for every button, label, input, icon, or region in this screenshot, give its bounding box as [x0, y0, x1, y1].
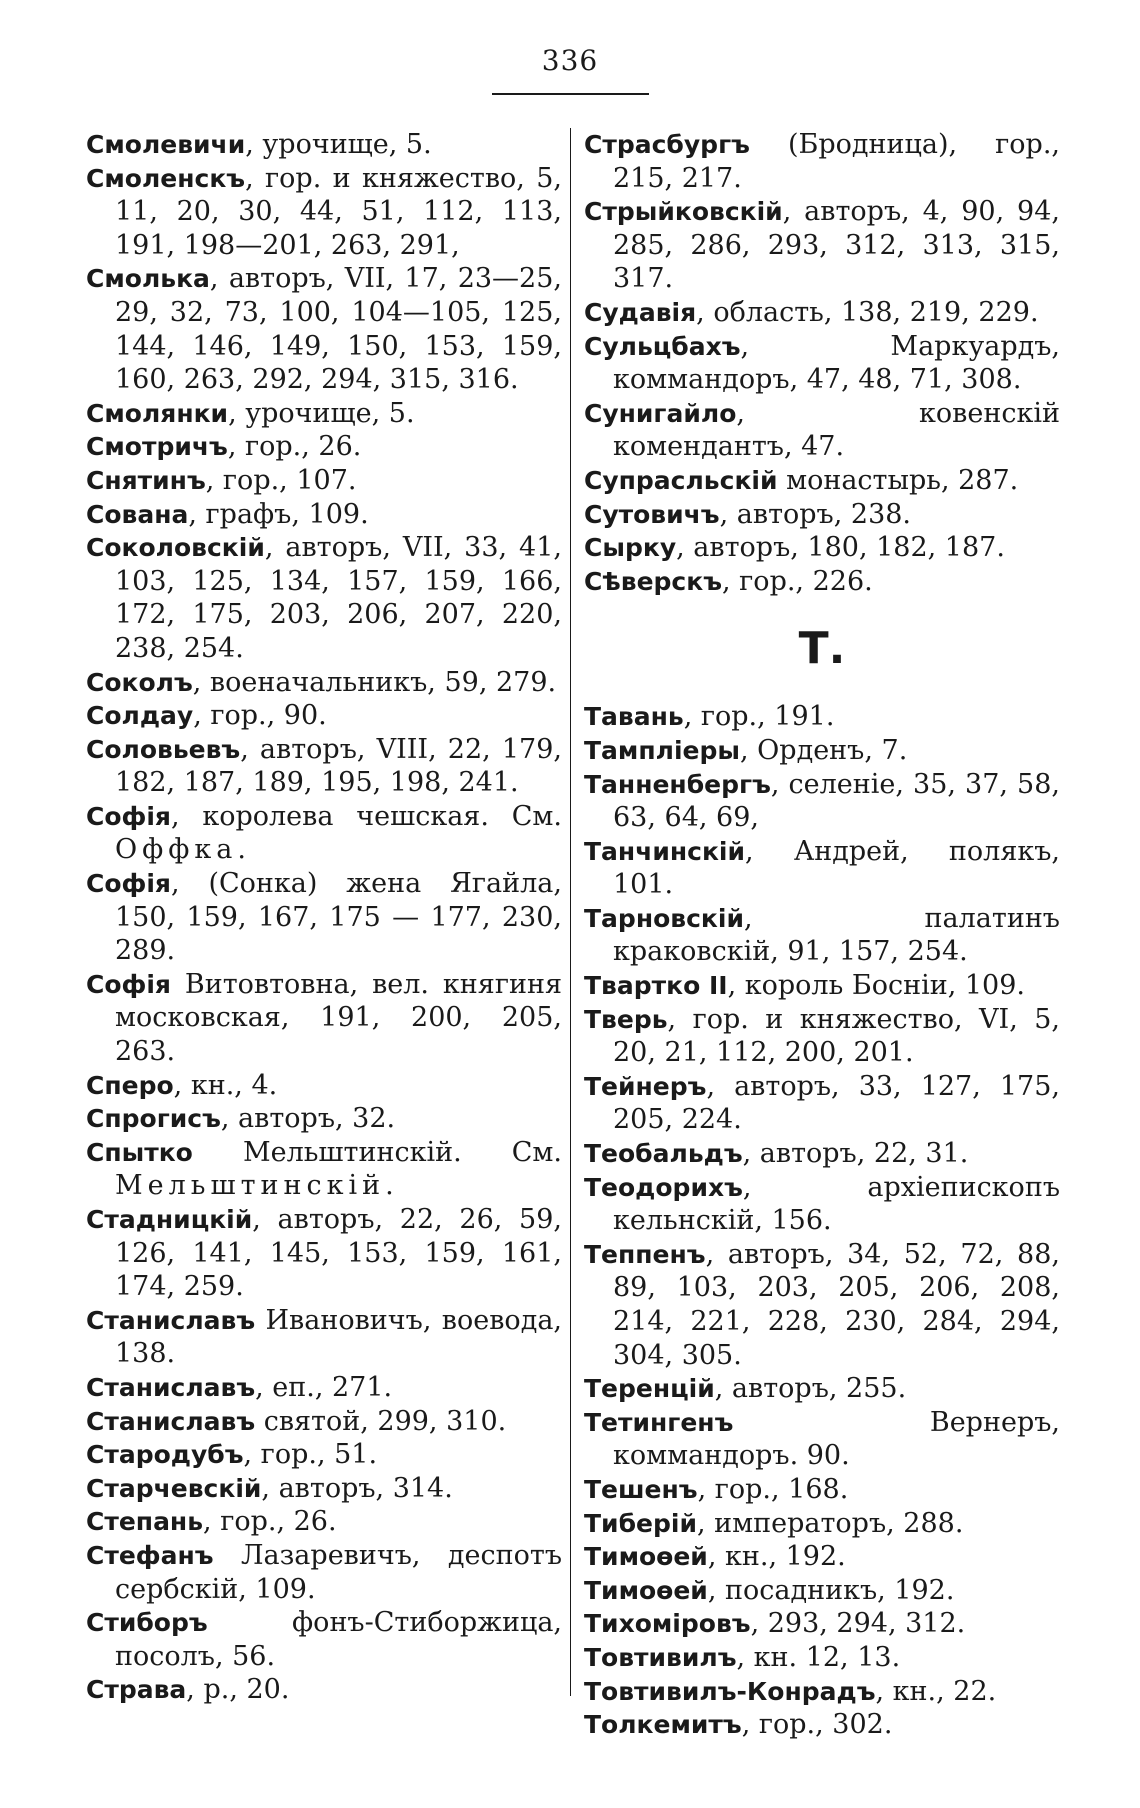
index-entry	[86, 1371, 562, 1405]
index-entry	[584, 902, 1060, 969]
entry-text: , урочище, 5.	[245, 129, 432, 160]
index-entry	[584, 531, 1060, 565]
index-entry	[584, 498, 1060, 532]
section-t	[584, 700, 1060, 1741]
entry-headword: Станиславъ	[86, 1305, 256, 1335]
index-entry	[584, 1473, 1060, 1507]
entry-headword: Станиславъ	[86, 1372, 256, 1402]
right-column	[584, 128, 1060, 1742]
index-entry	[584, 565, 1060, 599]
entry-headword: Сперо	[86, 1070, 174, 1100]
entry-text: , кн. 12, 13.	[736, 1641, 901, 1673]
entry-text: Витовтовна, вел. княгиня московская, 191, 200, 205, 263.	[115, 968, 562, 1068]
entry-text: , гор., 226.	[722, 565, 873, 597]
index-entry	[86, 430, 562, 464]
entry-text: , палатинъ краковскій, 91, 157, 254.	[613, 902, 1060, 968]
page-number: 336	[541, 44, 599, 77]
entry-headword: Степань	[86, 1507, 204, 1537]
index-entry	[86, 1304, 562, 1371]
entry-headword: Стародубъ	[86, 1440, 244, 1470]
entry-headword: Теппенъ	[584, 1239, 706, 1269]
entry-text: , гор., 168.	[697, 1473, 849, 1505]
entry-text: , авторъ, 180, 182, 187.	[676, 532, 1005, 564]
index-entry	[86, 1203, 562, 1304]
header-rule	[492, 93, 649, 95]
index-entry	[584, 1070, 1060, 1137]
entry-text: , авторъ, 34, 52, 72, 88, 89, 103, 203, 205, 206, 208, 214, 221, 228, 230, 284, 294, 304, 305.	[613, 1238, 1060, 1371]
index-entry	[584, 1507, 1060, 1541]
entry-text: , авторъ, 22, 31.	[742, 1138, 969, 1170]
entry-headword: Танчинскій	[584, 836, 746, 866]
entry-headword: Теренцій	[584, 1374, 715, 1404]
index-entry	[86, 800, 562, 867]
entry-text: , кн., 22.	[875, 1675, 997, 1707]
index-entry	[584, 969, 1060, 1003]
entry-text: , гор. и княжество, VI, 5, 20, 21, 112, 200, 201.	[613, 1003, 1060, 1069]
entry-text: , гор. и княжество, 5, 11, 20, 30, 44, 51, 112, 113, 191, 198—201, 263, 291,	[115, 162, 562, 261]
left-column	[86, 128, 562, 1707]
entry-text: , авторъ, VII, 33, 41, 103, 125, 134, 157, 159, 166, 172, 175, 203, 206, 207, 220, 238, 254.	[115, 532, 562, 664]
index-entry	[86, 1102, 562, 1136]
entry-headword: Тихоміровъ	[584, 1609, 751, 1639]
index-entry	[584, 1171, 1060, 1238]
index-entry	[584, 1574, 1060, 1608]
index-entry	[86, 162, 562, 263]
entry-headword: Стефанъ	[86, 1540, 214, 1570]
index-entry	[86, 498, 562, 532]
entry-headword: Теобальдъ	[584, 1139, 743, 1169]
entry-text: Вернеръ, коммандоръ. 90.	[613, 1406, 1060, 1472]
entry-text: Ивановичъ, воевода, 138.	[115, 1304, 562, 1370]
entry-headword: Солдау	[86, 701, 194, 731]
entry-text: , гор., 191.	[683, 701, 835, 733]
entry-headword: Смолька	[86, 264, 210, 294]
column-divider	[570, 128, 571, 1696]
entry-text: , гор., 51.	[243, 1439, 378, 1471]
entry-text: , гор., 90.	[193, 700, 327, 732]
entry-headword: Тешенъ	[584, 1474, 698, 1504]
index-entry	[584, 397, 1060, 464]
index-entry	[584, 1607, 1060, 1641]
entry-headword: Соловьевъ	[86, 734, 241, 764]
index-entry	[86, 1069, 562, 1103]
entry-cross-reference: Оффка.	[115, 834, 251, 866]
index-entry	[86, 1405, 562, 1439]
entry-headword: Спрогисъ	[86, 1104, 221, 1134]
entry-headword: Смоленскъ	[86, 163, 246, 193]
entry-text: , селеніе, 35, 37, 58, 63, 64, 69,	[613, 768, 1060, 834]
index-entry	[86, 531, 562, 665]
entry-text: , гор., 26.	[227, 431, 362, 463]
entry-text: монастырь, 287.	[777, 464, 1019, 496]
entry-text: , Андрей, полякъ, 101.	[613, 835, 1060, 901]
entry-text: , авторъ, 238.	[719, 498, 912, 530]
entry-text: Мельштинскій. См.	[192, 1136, 562, 1168]
section-letter-t: Т.	[798, 623, 846, 675]
entry-headword: Товтивилъ-Конрадъ	[584, 1676, 876, 1706]
entry-headword: Тавань	[584, 702, 684, 732]
entry-text: , военачальникъ, 59, 279.	[192, 666, 557, 698]
index-entry	[584, 296, 1060, 330]
index-entry	[86, 1438, 562, 1472]
entry-headword: Тетингенъ	[584, 1407, 734, 1437]
entry-text: святой, 299, 310.	[255, 1405, 507, 1437]
entry-text: , область, 138, 219, 229.	[696, 296, 1039, 328]
entry-text: , архіепископъ кельнскій, 156.	[613, 1171, 1060, 1237]
entry-text: , авторъ, 255.	[714, 1373, 907, 1405]
entry-text: , Орденъ, 7.	[739, 734, 908, 766]
index-entry	[584, 1137, 1060, 1171]
entry-headword: Сунигайло	[584, 398, 737, 428]
index-entry	[86, 1505, 562, 1539]
index-entry	[86, 666, 562, 700]
index-entry	[584, 330, 1060, 397]
index-entry	[86, 867, 562, 968]
entry-headword: Тампліеры	[584, 735, 740, 765]
index-entry	[584, 734, 1060, 768]
entry-headword: Танненбергъ	[584, 769, 771, 799]
entry-headword: Страсбургъ	[584, 130, 750, 159]
index-entry	[86, 262, 562, 396]
entry-headword: Смолевичи	[86, 130, 246, 159]
entry-text: , авторъ, 22, 26, 59, 126, 141, 145, 153, 159, 161, 174, 259.	[115, 1204, 562, 1303]
index-entry	[86, 1472, 562, 1506]
entry-text: , авторъ, VII, 17, 23—25, 29, 32, 73, 100, 104—105, 125, 144, 146, 149, 150, 153, 159, 160, 263, 292, 294, 315, 316.	[115, 263, 562, 396]
entry-headword: Софія	[86, 969, 171, 999]
index-entry	[584, 768, 1060, 835]
index-entry	[584, 1641, 1060, 1675]
entry-headword: Тимоѳей	[584, 1542, 708, 1572]
index-entry	[86, 1539, 562, 1606]
entry-text: , кн., 192.	[707, 1541, 846, 1573]
index-entry	[584, 835, 1060, 902]
entry-text: , Маркуардъ, коммандоръ, 47, 48, 71, 308.	[613, 330, 1060, 396]
entry-headword: Судавія	[584, 297, 697, 327]
index-entry	[584, 128, 1060, 195]
index-entry	[584, 1540, 1060, 1574]
entry-headword: Смотричъ	[86, 432, 228, 462]
entry-text: , ковенскій комендантъ, 47.	[613, 397, 1060, 463]
entry-text: , авторъ, 32.	[220, 1103, 396, 1135]
entry-text: , авторъ, 314.	[261, 1472, 453, 1504]
entry-headword: Софія	[86, 801, 171, 831]
entry-text: , королева чешская. См.	[170, 800, 562, 832]
section-s-continued	[584, 128, 1060, 598]
entry-headword: Супрасльскій	[584, 465, 778, 495]
entry-headword: Спытко	[86, 1137, 193, 1167]
entry-headword: Стиборъ	[86, 1608, 208, 1638]
entry-text: , авторъ, VIII, 22, 179, 182, 187, 189, 195, 198, 241.	[115, 733, 562, 799]
entry-headword: Тиберій	[584, 1508, 697, 1538]
entry-headword: Тверь	[584, 1004, 668, 1034]
index-entry	[584, 700, 1060, 734]
index-entry	[584, 1406, 1060, 1473]
entry-headword: Сована	[86, 499, 189, 529]
entry-text: Лазаревичъ, деспотъ сербскій, 109.	[115, 1539, 562, 1605]
index-entry	[584, 1675, 1060, 1709]
entry-headword: Сѣверскъ	[584, 566, 722, 596]
entry-text: , еп., 271.	[255, 1371, 393, 1403]
entry-text: , р., 20.	[186, 1674, 290, 1706]
entry-headword: Тарновскій	[584, 903, 744, 933]
entry-headword: Страва	[86, 1675, 187, 1705]
entry-text: , императоръ, 288.	[696, 1507, 964, 1539]
entry-text: , (Сонка) жена Ягайла, 150, 159, 167, 175 — 177, 230, 289.	[115, 868, 562, 967]
entry-headword: Сырку	[584, 533, 677, 563]
entry-headword: Толкемитъ	[584, 1710, 742, 1740]
entry-text: фонъ-Стиборжица, посолъ, 56.	[115, 1607, 562, 1672]
entry-headword: Софія	[86, 869, 171, 899]
entry-headword: Теодорихъ	[584, 1172, 743, 1202]
entry-text: , урочище, 5.	[228, 397, 415, 429]
index-entry	[86, 1136, 562, 1203]
entry-headword: Соколъ	[86, 667, 193, 697]
entry-headword: Тейнеръ	[584, 1071, 707, 1101]
entry-text: , авторъ, 4, 90, 94, 285, 286, 293, 312, 313, 315, 317.	[613, 196, 1060, 295]
entry-headword: Соколовскій	[86, 533, 265, 563]
entry-cross-reference: Мельштинскій.	[115, 1170, 399, 1202]
entry-text: (Бродница), гор., 215, 217.	[613, 129, 1060, 194]
index-entry	[584, 1238, 1060, 1372]
entry-headword: Старчевскій	[86, 1473, 262, 1503]
index-entry	[86, 128, 562, 162]
index-entry	[86, 1606, 562, 1673]
index-entry	[584, 1372, 1060, 1406]
entry-text: , кн., 4.	[173, 1069, 278, 1101]
entry-headword: Станиславъ	[86, 1406, 256, 1436]
entry-text: , гор., 302.	[741, 1709, 893, 1741]
entry-text: , король Босніи, 109.	[727, 970, 1025, 1002]
index-entry	[86, 1673, 562, 1707]
entry-text: , гор., 107.	[205, 464, 357, 496]
index-entry	[86, 397, 562, 431]
entry-headword: Товтивилъ	[584, 1642, 737, 1672]
entry-headword: Сутовичъ	[584, 499, 720, 529]
index-entry	[584, 1003, 1060, 1070]
index-entry	[584, 1708, 1060, 1742]
entry-headword: Твартко II	[584, 971, 728, 1001]
index-entry	[584, 464, 1060, 498]
entry-text: , 293, 294, 312.	[750, 1608, 966, 1640]
entry-headword: Смолянки	[86, 398, 229, 428]
entry-text: , гор., 26.	[203, 1506, 337, 1538]
entry-headword: Снятинъ	[86, 465, 206, 495]
entry-headword: Стадницкій	[86, 1205, 253, 1234]
entry-text: , графъ, 109.	[188, 498, 369, 530]
index-entry	[584, 195, 1060, 296]
entry-text: , посадникъ, 192.	[707, 1574, 955, 1606]
entry-headword: Тимоѳей	[584, 1575, 708, 1605]
entry-headword: Стрыйковскій	[584, 197, 783, 227]
entry-text: , авторъ, 33, 127, 175, 205, 224.	[613, 1070, 1060, 1136]
index-entry	[86, 733, 562, 800]
index-entry	[86, 464, 562, 498]
entry-headword: Сульцбахъ	[584, 331, 741, 361]
index-entry	[86, 699, 562, 733]
index-entry	[86, 968, 562, 1069]
